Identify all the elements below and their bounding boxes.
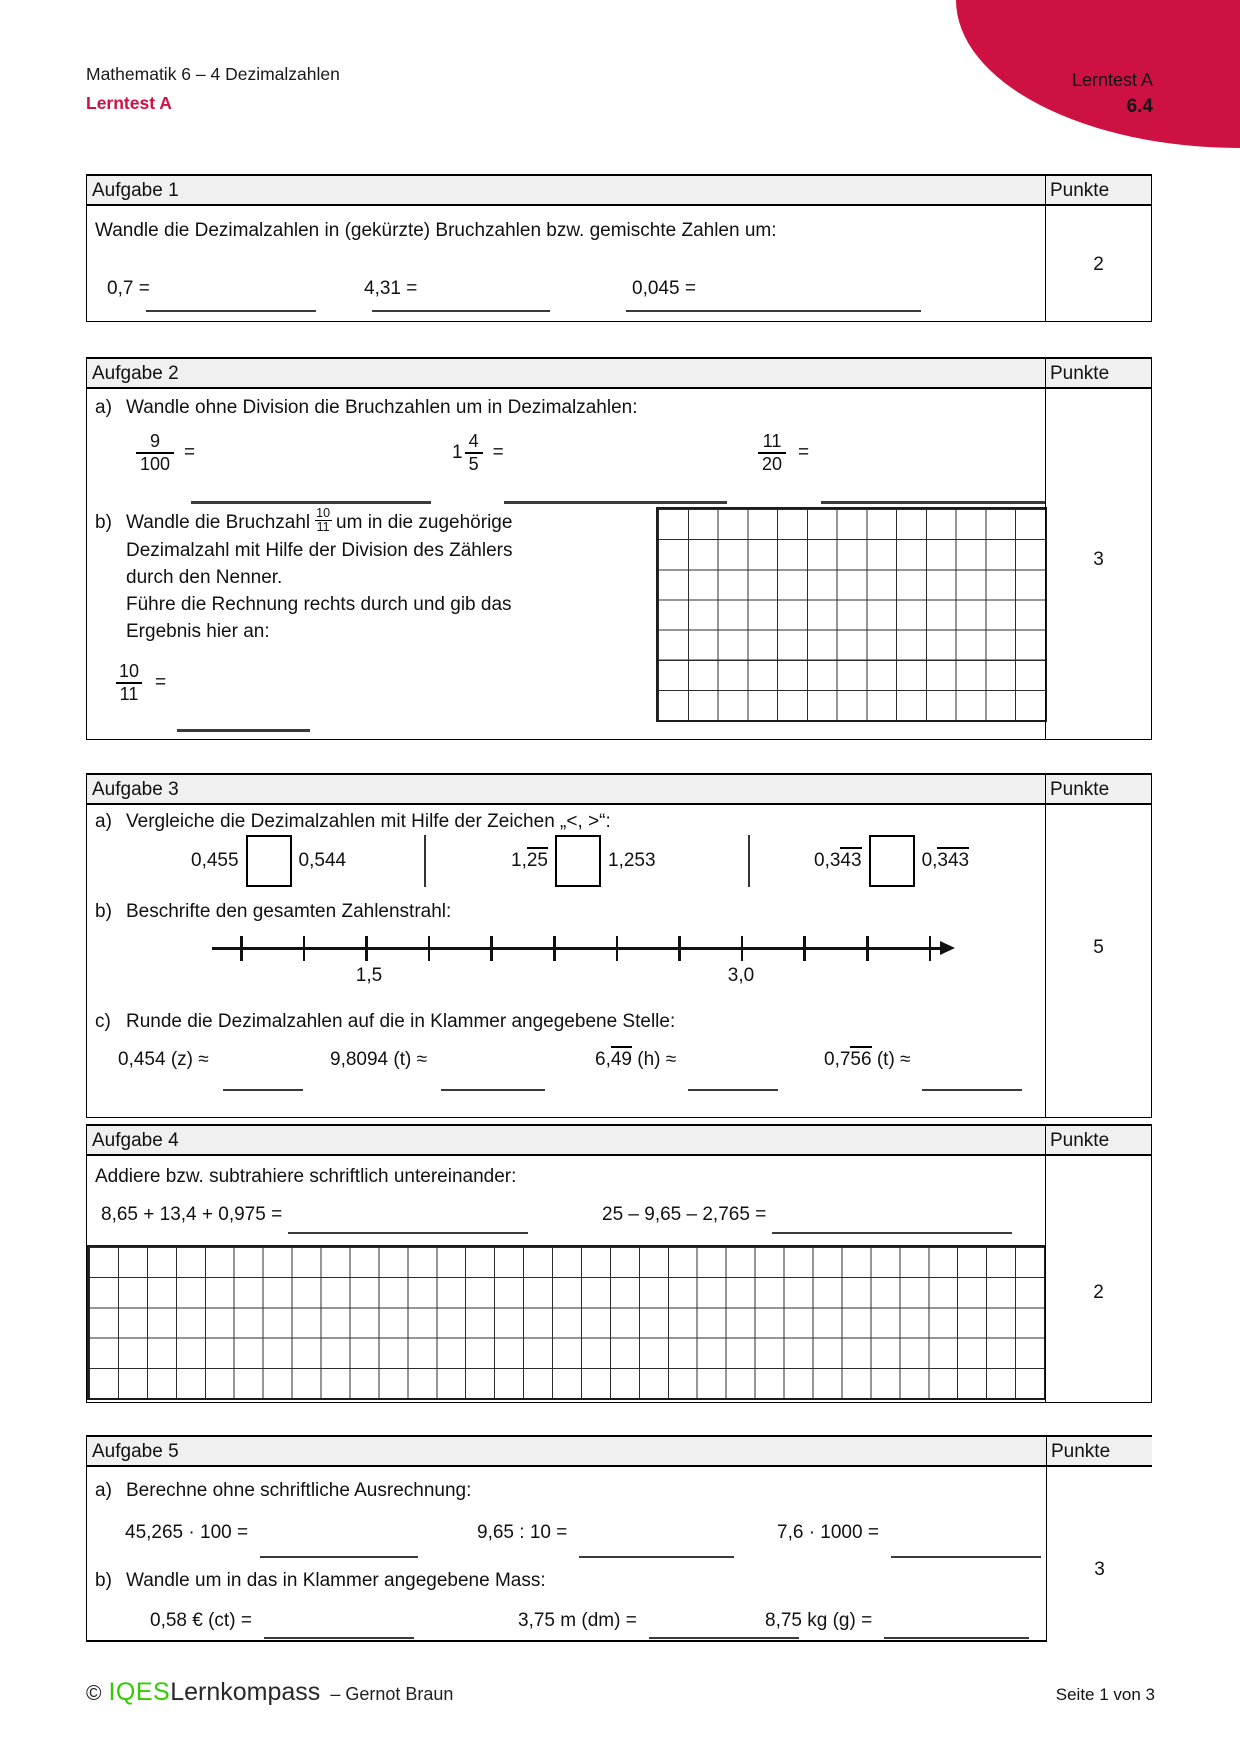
task-5b-item-2: 3,75 m (dm) =	[518, 1610, 799, 1632]
answer-blank	[441, 1089, 545, 1092]
task-4-body	[87, 1156, 1151, 1402]
task-5b-item-1: 0,58 € (ct) =	[150, 1610, 414, 1632]
task-3-body	[87, 805, 1151, 1117]
task-5a-item-3: 7,6 · 1000 =	[777, 1522, 1041, 1544]
test-title: Lerntest A	[86, 93, 172, 113]
corner-labels	[1072, 70, 1153, 118]
task-3c-item-2: 9,8094 (t) ≈	[330, 1049, 545, 1071]
task-1	[86, 174, 1152, 322]
task-3-points: 5	[1093, 937, 1104, 958]
task-3c-text: c) Runde die Dezimalzahlen auf die in Klammer angegebene Stelle:	[95, 1011, 676, 1032]
answer-blank	[177, 729, 310, 732]
task-1-header	[87, 176, 1151, 206]
answer-blank	[191, 501, 431, 504]
task-1-item-2: 4,31 =	[364, 278, 550, 300]
task-4-item-2: 25 – 9,65 – 2,765 =	[602, 1204, 1012, 1226]
comparison-box	[555, 835, 601, 887]
task-5a-item-1: 45,265 · 100 =	[125, 1522, 418, 1544]
answer-blank	[504, 501, 727, 504]
numberline-tick	[866, 936, 869, 961]
numberline-label: 1,5	[355, 965, 383, 986]
task-4-intro: Addiere bzw. subtrahiere schriftlich untereinander:	[95, 1166, 517, 1187]
comparison-1: 0,455 0,544	[191, 835, 346, 887]
task-5a-item-2: 9,65 : 10 =	[477, 1522, 734, 1544]
task-3	[86, 773, 1152, 1118]
numberline-tick	[490, 936, 493, 961]
comparison-box	[869, 835, 915, 887]
task-2b-text: b) Wandle die Bruchzahl $\frac{10}{11}$ um in die zugehörige Dezimalzahl mit Hilfe der Division des Zählers durch den Nenner. Führe die Rechnung rechts durch und gib das Ergebnis hier an:	[95, 506, 513, 642]
task-5b-item-3: 8,75 kg (g) =	[765, 1610, 1029, 1632]
task-4	[86, 1124, 1152, 1403]
page-number: Seite 1 von 3	[1055, 1685, 1155, 1704]
numberline-tick	[741, 936, 744, 961]
publisher-logo-iqes: IQES	[108, 1678, 171, 1706]
task-2-punkte-label: Punkte	[1045, 359, 1151, 387]
page-footer	[86, 1678, 1155, 1707]
task-2a-fraction-1: $\frac{9}{100}$ =	[136, 431, 195, 474]
task-1-item-3: 0,045 =	[632, 278, 921, 300]
answer-blank	[579, 1556, 734, 1559]
comparison-box	[246, 835, 292, 887]
numberline-tick	[803, 936, 806, 961]
task-3-punkte-label: Punkte	[1045, 775, 1151, 803]
inline-fraction: $\frac{10}{11}$	[316, 506, 331, 535]
answer-blank	[688, 1089, 778, 1092]
numberline-tick	[365, 936, 368, 961]
number-line-axis	[212, 947, 942, 950]
answer-blank	[649, 1637, 799, 1640]
numberline-tick	[428, 936, 431, 961]
task-3b-text: b) Beschrifte den gesamten Zahlenstrahl:	[95, 901, 452, 922]
answer-blank	[260, 1556, 418, 1559]
task-2b-result: $\frac{10}{11}$ =	[115, 661, 166, 704]
publisher-logo-lernkompass: Lernkompass	[170, 1678, 321, 1706]
numberline-tick	[616, 936, 619, 961]
numberline-tick	[303, 936, 306, 961]
task-1-punkte-label: Punkte	[1045, 176, 1151, 204]
answer-blank	[922, 1089, 1022, 1092]
author-name: – Gernot Braun	[330, 1684, 454, 1704]
task-4-points: 2	[1093, 1282, 1104, 1303]
task-2a-fraction-3: $\frac{11}{20}$ =	[758, 431, 809, 474]
answer-blank	[264, 1637, 414, 1640]
task-3-header	[87, 775, 1151, 805]
numberline-tick	[240, 936, 243, 961]
comparison-divider	[748, 835, 750, 887]
task-4-title: Aufgabe 4	[92, 1130, 179, 1151]
task-5-punkte-label: Punkte	[1046, 1437, 1152, 1465]
answer-blank	[772, 1232, 1012, 1235]
answer-blank	[223, 1089, 303, 1092]
task-3c-item-4: 0,756 (t) ≈	[824, 1049, 1022, 1071]
task-1-title: Aufgabe 1	[92, 180, 179, 201]
task-5-header	[87, 1437, 1152, 1467]
task-4-punkte-label: Punkte	[1045, 1126, 1151, 1154]
numberline-tick	[678, 936, 681, 961]
calculation-grid	[87, 1245, 1046, 1400]
answer-blank	[884, 1637, 1029, 1640]
task-2-title: Aufgabe 2	[92, 363, 179, 384]
comparison-2: 1,25 1,253	[511, 835, 656, 887]
task-3-title: Aufgabe 3	[92, 779, 179, 800]
task-1-points: 2	[1093, 254, 1104, 275]
answer-blank	[821, 501, 1045, 504]
answer-blank	[288, 1232, 528, 1235]
answer-blank	[891, 1556, 1041, 1559]
task-2a-fraction-2: 1 $\frac{4}{5}$ =	[452, 431, 504, 474]
numberline-tick	[553, 936, 556, 961]
document-header	[86, 64, 340, 114]
task-1-body	[87, 206, 1151, 321]
numberline-tick	[929, 936, 932, 961]
task-3c-item-1: 0,454 (z) ≈	[118, 1049, 303, 1071]
comparison-divider	[424, 835, 426, 887]
task-5	[86, 1435, 1152, 1642]
number-line	[212, 933, 952, 997]
task-2-points: 3	[1093, 549, 1104, 570]
task-1-intro: Wandle die Dezimalzahlen in (gekürzte) Bruchzahlen bzw. gemischte Zahlen um:	[95, 220, 777, 241]
copyright-icon: ©	[86, 1682, 102, 1705]
numberline-label: 3,0	[727, 965, 755, 986]
task-2-header	[87, 359, 1151, 389]
task-2a-text: a) Wandle ohne Division die Bruchzahlen um in Dezimalzahlen:	[95, 397, 638, 418]
answer-blank	[146, 310, 316, 313]
task-5-body	[87, 1467, 1152, 1642]
task-4-header	[87, 1126, 1151, 1156]
task-5b-text: b) Wandle um in das in Klammer angegebene Mass:	[95, 1570, 546, 1591]
task-3a-text: a) Vergleiche die Dezimalzahlen mit Hilfe der Zeichen „<, >“:	[95, 811, 611, 832]
corner-chapter-number: 6.4	[1126, 96, 1153, 117]
task-2	[86, 357, 1152, 740]
number-line-arrow	[940, 941, 955, 955]
course-title: Mathematik 6 – 4 Dezimalzahlen	[86, 64, 340, 84]
task-5-title: Aufgabe 5	[92, 1441, 179, 1462]
answer-blank	[372, 310, 550, 313]
answer-blank	[626, 310, 921, 313]
corner-test-label: Lerntest A	[1071, 70, 1153, 90]
task-2-body	[87, 389, 1151, 739]
task-4-item-1: 8,65 + 13,4 + 0,975 =	[101, 1204, 528, 1226]
calculation-grid	[656, 507, 1047, 722]
task-3c-item-3: 6,49 (h) ≈	[595, 1049, 778, 1071]
task-5-points: 3	[1094, 1559, 1105, 1580]
comparison-3: 0,343 0,343	[814, 835, 969, 887]
task-5a-text: a) Berechne ohne schriftliche Ausrechnung:	[95, 1480, 472, 1501]
task-1-item-1: 0,7 =	[107, 278, 316, 300]
